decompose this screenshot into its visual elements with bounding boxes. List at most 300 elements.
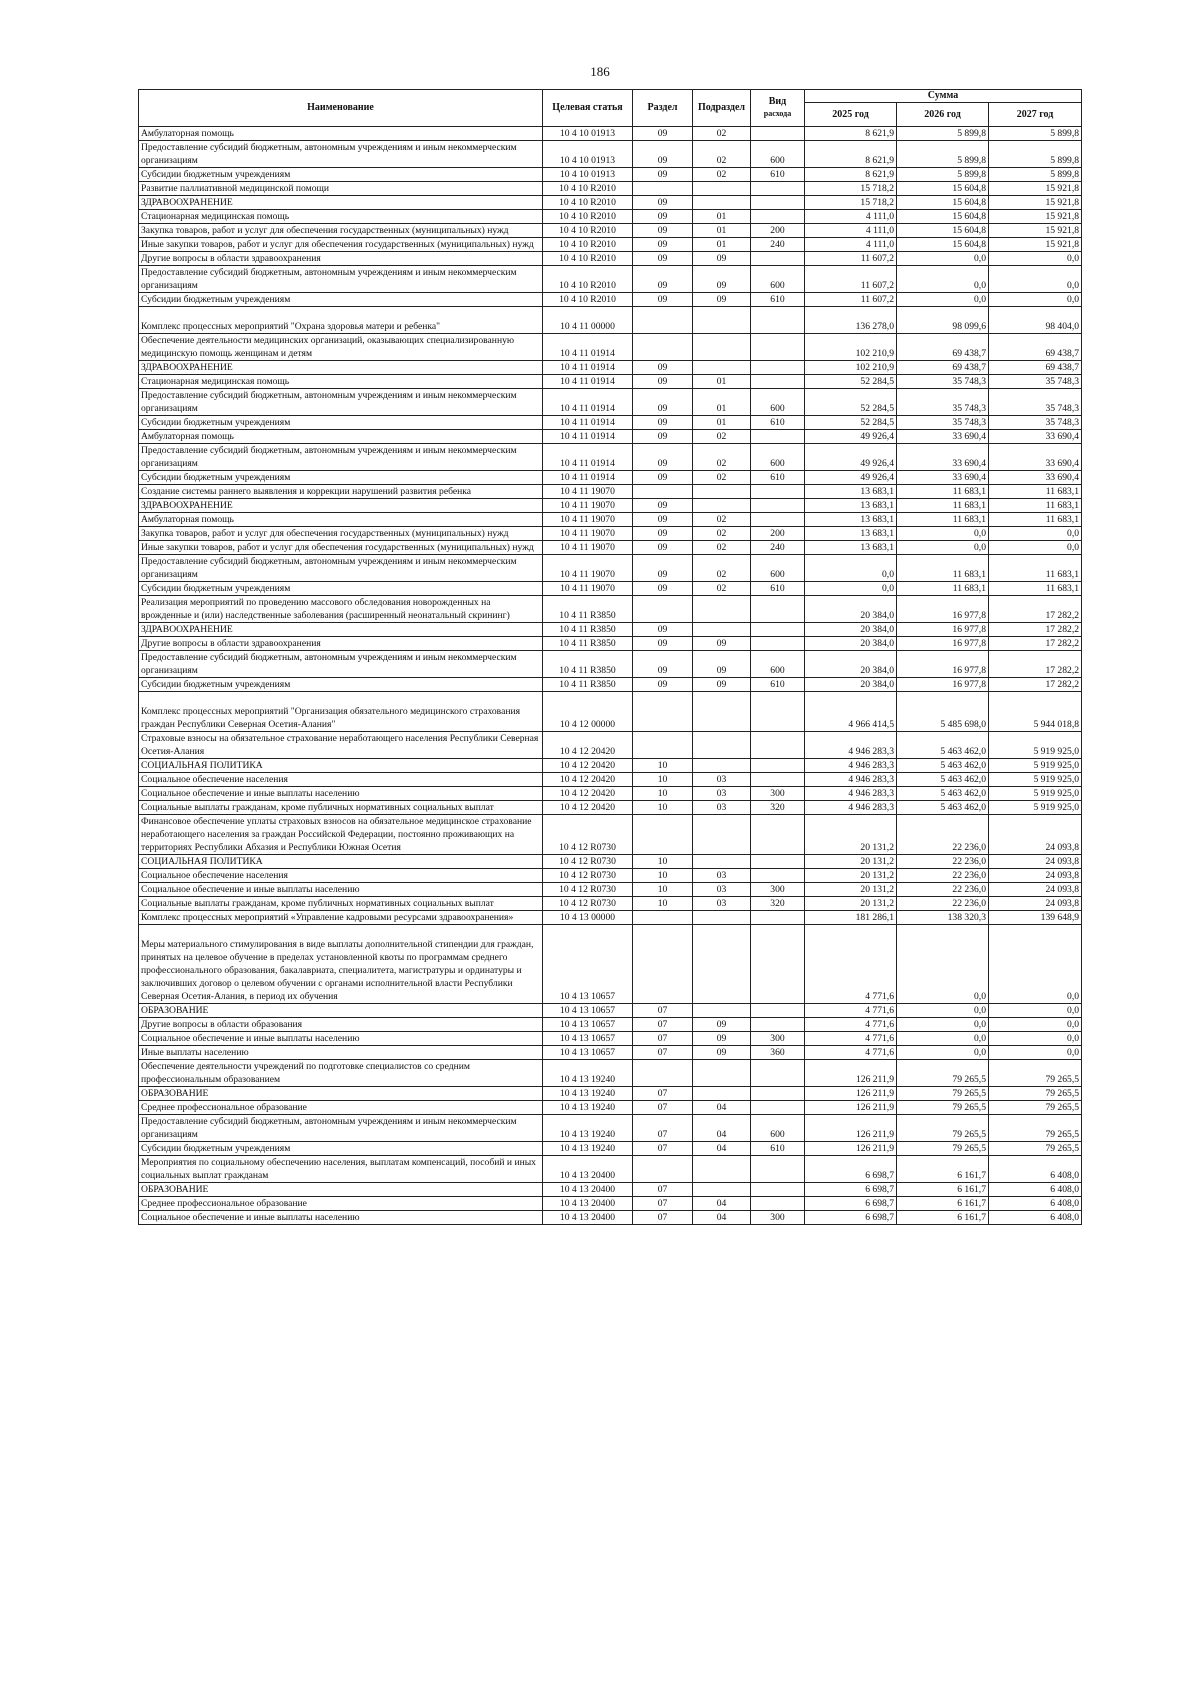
cell-subsection: 01 — [693, 210, 751, 224]
cell-name: Стационарная медицинская помощь — [139, 375, 543, 389]
table-row — [139, 1032, 1082, 1046]
cell-amount-2025: 4 946 283,3 — [805, 787, 897, 801]
cell-name: Субсидии бюджетным учреждениям — [139, 416, 543, 430]
cell-subsection: 02 — [693, 555, 751, 582]
cell-expense-kind: 300 — [751, 883, 805, 897]
cell-amount-2025: 4 771,6 — [805, 1018, 897, 1032]
cell-amount-2027: 0,0 — [989, 252, 1082, 266]
cell-target-code: 10 4 11 19070 — [543, 555, 633, 582]
cell-expense-kind: 600 — [751, 141, 805, 168]
cell-amount-2025: 4 771,6 — [805, 1004, 897, 1018]
table-row — [139, 692, 1082, 732]
cell-amount-2027: 0,0 — [989, 1018, 1082, 1032]
cell-amount-2027: 0,0 — [989, 527, 1082, 541]
cell-section: 09 — [633, 637, 693, 651]
cell-name: ОБРАЗОВАНИЕ — [139, 1183, 543, 1197]
cell-subsection — [693, 361, 751, 375]
cell-section: 07 — [633, 1115, 693, 1142]
cell-subsection: 01 — [693, 238, 751, 252]
header-sum: Сумма — [805, 90, 1082, 103]
cell-amount-2026: 79 265,5 — [897, 1087, 989, 1101]
cell-amount-2027: 0,0 — [989, 925, 1082, 1004]
table-row — [139, 416, 1082, 430]
cell-amount-2026: 5 463 462,0 — [897, 801, 989, 815]
cell-name: ЗДРАВООХРАНЕНИЕ — [139, 196, 543, 210]
cell-expense-kind — [751, 334, 805, 361]
cell-section: 09 — [633, 582, 693, 596]
table-row — [139, 1087, 1082, 1101]
cell-name: Субсидии бюджетным учреждениям — [139, 582, 543, 596]
table-row — [139, 1197, 1082, 1211]
cell-expense-kind: 610 — [751, 416, 805, 430]
cell-name: Развитие паллиативной медицинской помощи — [139, 182, 543, 196]
table-row — [139, 678, 1082, 692]
table-row — [139, 224, 1082, 238]
cell-section: 09 — [633, 471, 693, 485]
cell-amount-2025: 8 621,9 — [805, 168, 897, 182]
cell-amount-2026: 5 899,8 — [897, 141, 989, 168]
cell-target-code: 10 4 10 R2010 — [543, 252, 633, 266]
table-row — [139, 1004, 1082, 1018]
cell-amount-2026: 33 690,4 — [897, 430, 989, 444]
cell-target-code: 10 4 10 R2010 — [543, 196, 633, 210]
cell-expense-kind: 320 — [751, 801, 805, 815]
cell-amount-2026: 16 977,8 — [897, 651, 989, 678]
table-row — [139, 513, 1082, 527]
page-number: 186 — [590, 64, 610, 79]
cell-amount-2027: 79 265,5 — [989, 1142, 1082, 1156]
cell-amount-2027: 11 683,1 — [989, 582, 1082, 596]
cell-amount-2025: 6 698,7 — [805, 1197, 897, 1211]
cell-amount-2027: 5 919 925,0 — [989, 759, 1082, 773]
cell-amount-2027: 5 899,8 — [989, 168, 1082, 182]
table-row — [139, 623, 1082, 637]
table-row — [139, 582, 1082, 596]
cell-name: Обеспечение деятельности учреждений по подготовке специалистов со средним профессиональным образованием — [139, 1060, 543, 1087]
table-row — [139, 801, 1082, 815]
cell-expense-kind — [751, 623, 805, 637]
cell-amount-2027: 139 648,9 — [989, 911, 1082, 925]
cell-amount-2025: 13 683,1 — [805, 499, 897, 513]
cell-target-code: 10 4 11 19070 — [543, 513, 633, 527]
cell-expense-kind — [751, 1018, 805, 1032]
cell-amount-2027: 5 919 925,0 — [989, 801, 1082, 815]
cell-expense-kind — [751, 637, 805, 651]
cell-section: 09 — [633, 361, 693, 375]
cell-amount-2026: 0,0 — [897, 1004, 989, 1018]
table-row — [139, 1046, 1082, 1060]
cell-name: ЗДРАВООХРАНЕНИЕ — [139, 499, 543, 513]
cell-subsection — [693, 182, 751, 196]
cell-name: Финансовое обеспечение уплаты страховых взносов на обязательное медицинское страхование неработающего населения за граждан Российской Федерации, постоянно проживающих на территориях Республики Абхазия и Республики Южная Осетия — [139, 815, 543, 855]
cell-subsection: 04 — [693, 1101, 751, 1115]
cell-amount-2026: 79 265,5 — [897, 1101, 989, 1115]
cell-name: Социальное обеспечение населения — [139, 869, 543, 883]
cell-amount-2025: 13 683,1 — [805, 485, 897, 499]
cell-target-code: 10 4 13 10657 — [543, 1032, 633, 1046]
cell-section: 07 — [633, 1142, 693, 1156]
cell-subsection — [693, 815, 751, 855]
cell-amount-2027: 79 265,5 — [989, 1060, 1082, 1087]
cell-amount-2026: 69 438,7 — [897, 361, 989, 375]
cell-amount-2026: 33 690,4 — [897, 471, 989, 485]
cell-name: Иные закупки товаров, работ и услуг для обеспечения государственных (муниципальных) нужд — [139, 541, 543, 555]
cell-section: 09 — [633, 389, 693, 416]
cell-target-code: 10 4 10 R2010 — [543, 293, 633, 307]
cell-amount-2027: 15 921,8 — [989, 224, 1082, 238]
table-row — [139, 869, 1082, 883]
cell-section: 10 — [633, 801, 693, 815]
cell-amount-2027: 15 921,8 — [989, 182, 1082, 196]
cell-section — [633, 182, 693, 196]
table-row — [139, 471, 1082, 485]
cell-target-code: 10 4 13 10657 — [543, 925, 633, 1004]
cell-section: 09 — [633, 513, 693, 527]
cell-amount-2025: 126 211,9 — [805, 1101, 897, 1115]
cell-target-code: 10 4 12 20420 — [543, 759, 633, 773]
table-row — [139, 787, 1082, 801]
table-row — [139, 485, 1082, 499]
cell-amount-2025: 8 621,9 — [805, 127, 897, 141]
cell-section — [633, 334, 693, 361]
cell-target-code: 10 4 10 01913 — [543, 141, 633, 168]
cell-amount-2026: 6 161,7 — [897, 1197, 989, 1211]
table-row — [139, 238, 1082, 252]
cell-amount-2025: 20 384,0 — [805, 596, 897, 623]
cell-expense-kind — [751, 430, 805, 444]
cell-amount-2025: 4 771,6 — [805, 1046, 897, 1060]
cell-section: 09 — [633, 293, 693, 307]
cell-subsection — [693, 499, 751, 513]
cell-target-code: 10 4 12 20420 — [543, 773, 633, 787]
cell-amount-2026: 69 438,7 — [897, 334, 989, 361]
cell-expense-kind: 200 — [751, 527, 805, 541]
cell-section: 07 — [633, 1018, 693, 1032]
cell-amount-2025: 4 946 283,3 — [805, 732, 897, 759]
cell-amount-2025: 0,0 — [805, 582, 897, 596]
table-row — [139, 1101, 1082, 1115]
cell-subsection: 04 — [693, 1197, 751, 1211]
cell-section — [633, 815, 693, 855]
table-row — [139, 141, 1082, 168]
cell-amount-2025: 11 607,2 — [805, 252, 897, 266]
cell-expense-kind: 240 — [751, 541, 805, 555]
cell-amount-2027: 17 282,2 — [989, 651, 1082, 678]
cell-amount-2027: 0,0 — [989, 1004, 1082, 1018]
cell-amount-2026: 79 265,5 — [897, 1142, 989, 1156]
header-year-2025: 2025 год — [805, 103, 897, 127]
cell-name: Предоставление субсидий бюджетным, автономным учреждениям и иным некоммерческим организациям — [139, 141, 543, 168]
cell-subsection: 09 — [693, 293, 751, 307]
cell-expense-kind — [751, 1004, 805, 1018]
cell-amount-2025: 6 698,7 — [805, 1156, 897, 1183]
cell-name: Амбулаторная помощь — [139, 513, 543, 527]
header-kind-line2: расхода — [763, 109, 792, 118]
cell-amount-2027: 5 944 018,8 — [989, 692, 1082, 732]
cell-target-code: 10 4 10 R2010 — [543, 182, 633, 196]
cell-amount-2026: 6 161,7 — [897, 1211, 989, 1225]
cell-subsection: 02 — [693, 513, 751, 527]
cell-amount-2027: 5 899,8 — [989, 127, 1082, 141]
cell-amount-2026: 0,0 — [897, 293, 989, 307]
cell-amount-2027: 15 921,8 — [989, 238, 1082, 252]
cell-amount-2027: 15 921,8 — [989, 196, 1082, 210]
table-header — [139, 90, 1082, 127]
table-row — [139, 1156, 1082, 1183]
cell-name: Меры материального стимулирования в виде выплаты дополнительной стипендии для граждан, принятых на целевое обучение в пределах установленной квоты по программам среднего профессионального образования, бакалавриата, специалитета, магистратуры и ординатуры и заключивших договор о целевом обучении с органами исполнительной власти Республики Северная Осетия-Алания, в период их обучения — [139, 925, 543, 1004]
cell-expense-kind: 240 — [751, 238, 805, 252]
cell-expense-kind: 600 — [751, 266, 805, 293]
cell-amount-2027: 17 282,2 — [989, 678, 1082, 692]
cell-amount-2027: 0,0 — [989, 293, 1082, 307]
cell-amount-2026: 16 977,8 — [897, 678, 989, 692]
cell-subsection: 03 — [693, 773, 751, 787]
cell-section: 09 — [633, 541, 693, 555]
cell-expense-kind: 610 — [751, 293, 805, 307]
cell-amount-2026: 22 236,0 — [897, 815, 989, 855]
cell-section: 10 — [633, 897, 693, 911]
cell-subsection — [693, 1156, 751, 1183]
cell-subsection: 09 — [693, 1018, 751, 1032]
cell-section: 07 — [633, 1101, 693, 1115]
cell-name: Социальное обеспечение и иные выплаты населению — [139, 1032, 543, 1046]
cell-amount-2025: 20 131,2 — [805, 883, 897, 897]
cell-amount-2027: 79 265,5 — [989, 1101, 1082, 1115]
cell-target-code: 10 4 11 01914 — [543, 416, 633, 430]
cell-subsection: 02 — [693, 127, 751, 141]
header-year-2027: 2027 год — [989, 103, 1082, 127]
cell-amount-2027: 24 093,8 — [989, 869, 1082, 883]
cell-name: Социальные выплаты гражданам, кроме публичных нормативных социальных выплат — [139, 897, 543, 911]
cell-expense-kind: 600 — [751, 444, 805, 471]
cell-target-code: 10 4 10 R2010 — [543, 224, 633, 238]
header-section: Раздел — [633, 90, 693, 127]
cell-section: 09 — [633, 416, 693, 430]
cell-amount-2026: 22 236,0 — [897, 883, 989, 897]
cell-amount-2026: 16 977,8 — [897, 596, 989, 623]
cell-subsection — [693, 1060, 751, 1087]
cell-target-code: 10 4 11 19070 — [543, 527, 633, 541]
cell-expense-kind — [751, 773, 805, 787]
cell-amount-2025: 126 211,9 — [805, 1087, 897, 1101]
cell-target-code: 10 4 12 00000 — [543, 692, 633, 732]
header-kind-line1: Вид — [768, 96, 787, 107]
table-row — [139, 732, 1082, 759]
cell-amount-2025: 4 946 283,3 — [805, 759, 897, 773]
cell-amount-2026: 5 485 698,0 — [897, 692, 989, 732]
cell-subsection: 02 — [693, 582, 751, 596]
table-row — [139, 252, 1082, 266]
table-row — [139, 334, 1082, 361]
cell-expense-kind — [751, 692, 805, 732]
cell-amount-2027: 17 282,2 — [989, 623, 1082, 637]
cell-amount-2025: 4 946 283,3 — [805, 773, 897, 787]
cell-expense-kind: 320 — [751, 897, 805, 911]
cell-amount-2027: 11 683,1 — [989, 555, 1082, 582]
cell-target-code: 10 4 12 R0730 — [543, 883, 633, 897]
cell-amount-2025: 4 111,0 — [805, 238, 897, 252]
cell-target-code: 10 4 13 19240 — [543, 1142, 633, 1156]
cell-name: Комплекс процессных мероприятий «Управление кадровыми ресурсами здравоохранения» — [139, 911, 543, 925]
cell-target-code: 10 4 13 20400 — [543, 1183, 633, 1197]
cell-name: Стационарная медицинская помощь — [139, 210, 543, 224]
cell-expense-kind — [751, 732, 805, 759]
cell-name: Субсидии бюджетным учреждениям — [139, 1142, 543, 1156]
cell-target-code: 10 4 13 10657 — [543, 1046, 633, 1060]
cell-target-code: 10 4 11 R3850 — [543, 637, 633, 651]
cell-amount-2025: 13 683,1 — [805, 513, 897, 527]
cell-amount-2026: 15 604,8 — [897, 210, 989, 224]
table-row — [139, 307, 1082, 334]
cell-name: Предоставление субсидий бюджетным, автономным учреждениям и иным некоммерческим организациям — [139, 444, 543, 471]
cell-section — [633, 307, 693, 334]
cell-name: СОЦИАЛЬНАЯ ПОЛИТИКА — [139, 759, 543, 773]
cell-section — [633, 911, 693, 925]
cell-subsection — [693, 692, 751, 732]
cell-name: Закупка товаров, работ и услуг для обеспечения государственных (муниципальных) нужд — [139, 527, 543, 541]
cell-section: 09 — [633, 678, 693, 692]
table-row — [139, 925, 1082, 1004]
header-kind — [751, 90, 805, 127]
table-row — [139, 1018, 1082, 1032]
cell-amount-2027: 11 683,1 — [989, 513, 1082, 527]
cell-subsection: 09 — [693, 1046, 751, 1060]
cell-section: 09 — [633, 252, 693, 266]
cell-amount-2025: 20 131,2 — [805, 815, 897, 855]
cell-name: Комплекс процессных мероприятий "Охрана здоровья матери и ребенка" — [139, 307, 543, 334]
cell-section: 09 — [633, 238, 693, 252]
cell-amount-2025: 126 211,9 — [805, 1142, 897, 1156]
cell-subsection: 04 — [693, 1142, 751, 1156]
cell-amount-2025: 52 284,5 — [805, 389, 897, 416]
cell-target-code: 10 4 11 01914 — [543, 444, 633, 471]
cell-amount-2025: 136 278,0 — [805, 307, 897, 334]
cell-amount-2025: 11 607,2 — [805, 266, 897, 293]
cell-subsection: 01 — [693, 416, 751, 430]
cell-target-code: 10 4 10 R2010 — [543, 266, 633, 293]
cell-section: 09 — [633, 210, 693, 224]
cell-section: 07 — [633, 1197, 693, 1211]
cell-amount-2025: 20 131,2 — [805, 869, 897, 883]
cell-target-code: 10 4 11 R3850 — [543, 623, 633, 637]
table-row — [139, 444, 1082, 471]
table-row — [139, 596, 1082, 623]
cell-amount-2026: 6 161,7 — [897, 1183, 989, 1197]
cell-name: ОБРАЗОВАНИЕ — [139, 1087, 543, 1101]
table-row — [139, 1060, 1082, 1087]
cell-name: Социальное обеспечение и иные выплаты населению — [139, 787, 543, 801]
cell-expense-kind — [751, 361, 805, 375]
cell-amount-2025: 4 946 283,3 — [805, 801, 897, 815]
cell-target-code: 10 4 11 01914 — [543, 334, 633, 361]
cell-target-code: 10 4 11 19070 — [543, 499, 633, 513]
cell-amount-2026: 0,0 — [897, 1046, 989, 1060]
cell-amount-2025: 4 966 414,5 — [805, 692, 897, 732]
cell-amount-2026: 5 463 462,0 — [897, 759, 989, 773]
table-row — [139, 911, 1082, 925]
cell-subsection: 02 — [693, 168, 751, 182]
table-row — [139, 637, 1082, 651]
table-row — [139, 430, 1082, 444]
cell-amount-2025: 6 698,7 — [805, 1211, 897, 1225]
cell-amount-2026: 79 265,5 — [897, 1060, 989, 1087]
cell-target-code: 10 4 12 20420 — [543, 732, 633, 759]
cell-name: Другие вопросы в области здравоохранения — [139, 637, 543, 651]
cell-expense-kind: 600 — [751, 651, 805, 678]
cell-amount-2027: 5 919 925,0 — [989, 732, 1082, 759]
table-row — [139, 361, 1082, 375]
cell-amount-2025: 20 384,0 — [805, 623, 897, 637]
cell-subsection: 09 — [693, 637, 751, 651]
cell-name: Субсидии бюджетным учреждениям — [139, 168, 543, 182]
cell-target-code: 10 4 13 10657 — [543, 1018, 633, 1032]
cell-expense-kind: 610 — [751, 471, 805, 485]
table-row — [139, 375, 1082, 389]
table-row — [139, 1115, 1082, 1142]
cell-name: Субсидии бюджетным учреждениям — [139, 678, 543, 692]
cell-amount-2026: 98 099,6 — [897, 307, 989, 334]
cell-subsection: 02 — [693, 541, 751, 555]
cell-amount-2026: 22 236,0 — [897, 855, 989, 869]
cell-subsection: 03 — [693, 897, 751, 911]
cell-subsection — [693, 759, 751, 773]
cell-name: Субсидии бюджетным учреждениям — [139, 293, 543, 307]
cell-subsection: 04 — [693, 1211, 751, 1225]
header-year-2026: 2026 год — [897, 103, 989, 127]
table-row — [139, 773, 1082, 787]
cell-amount-2026: 33 690,4 — [897, 444, 989, 471]
cell-amount-2025: 15 718,2 — [805, 182, 897, 196]
table-row — [139, 759, 1082, 773]
cell-subsection — [693, 596, 751, 623]
cell-amount-2027: 5 919 925,0 — [989, 773, 1082, 787]
cell-target-code: 10 4 11 19070 — [543, 582, 633, 596]
cell-amount-2026: 35 748,3 — [897, 416, 989, 430]
cell-amount-2026: 15 604,8 — [897, 238, 989, 252]
cell-amount-2026: 15 604,8 — [897, 182, 989, 196]
cell-name: Обеспечение деятельности медицинских организаций, оказывающих специализированную медицинскую помощь женщинам и детям — [139, 334, 543, 361]
cell-target-code: 10 4 10 R2010 — [543, 210, 633, 224]
cell-subsection: 03 — [693, 883, 751, 897]
cell-subsection — [693, 911, 751, 925]
cell-amount-2026: 35 748,3 — [897, 389, 989, 416]
cell-name: ОБРАЗОВАНИЕ — [139, 1004, 543, 1018]
cell-name: Социальное обеспечение населения — [139, 773, 543, 787]
cell-target-code: 10 4 11 R3850 — [543, 596, 633, 623]
cell-subsection — [693, 1087, 751, 1101]
cell-section: 09 — [633, 430, 693, 444]
table-body — [139, 127, 1082, 1225]
table-row — [139, 168, 1082, 182]
cell-expense-kind — [751, 210, 805, 224]
cell-name: Создание системы раннего выявления и коррекции нарушений развития ребенка — [139, 485, 543, 499]
cell-amount-2026: 11 683,1 — [897, 513, 989, 527]
cell-amount-2026: 16 977,8 — [897, 623, 989, 637]
cell-amount-2027: 35 748,3 — [989, 389, 1082, 416]
cell-name: Предоставление субсидий бюджетным, автономным учреждениям и иным некоммерческим организациям — [139, 651, 543, 678]
cell-name: Страховые взносы на обязательное страхование неработающего населения Республики Северная Осетия-Алания — [139, 732, 543, 759]
cell-amount-2025: 20 131,2 — [805, 855, 897, 869]
cell-target-code: 10 4 13 20400 — [543, 1211, 633, 1225]
table-row — [139, 293, 1082, 307]
cell-amount-2027: 5 919 925,0 — [989, 787, 1082, 801]
cell-target-code: 10 4 13 19240 — [543, 1060, 633, 1087]
cell-name: Предоставление субсидий бюджетным, автономным учреждениям и иным некоммерческим организациям — [139, 389, 543, 416]
cell-subsection: 09 — [693, 651, 751, 678]
cell-expense-kind: 200 — [751, 224, 805, 238]
cell-amount-2027: 17 282,2 — [989, 637, 1082, 651]
cell-amount-2026: 0,0 — [897, 1018, 989, 1032]
